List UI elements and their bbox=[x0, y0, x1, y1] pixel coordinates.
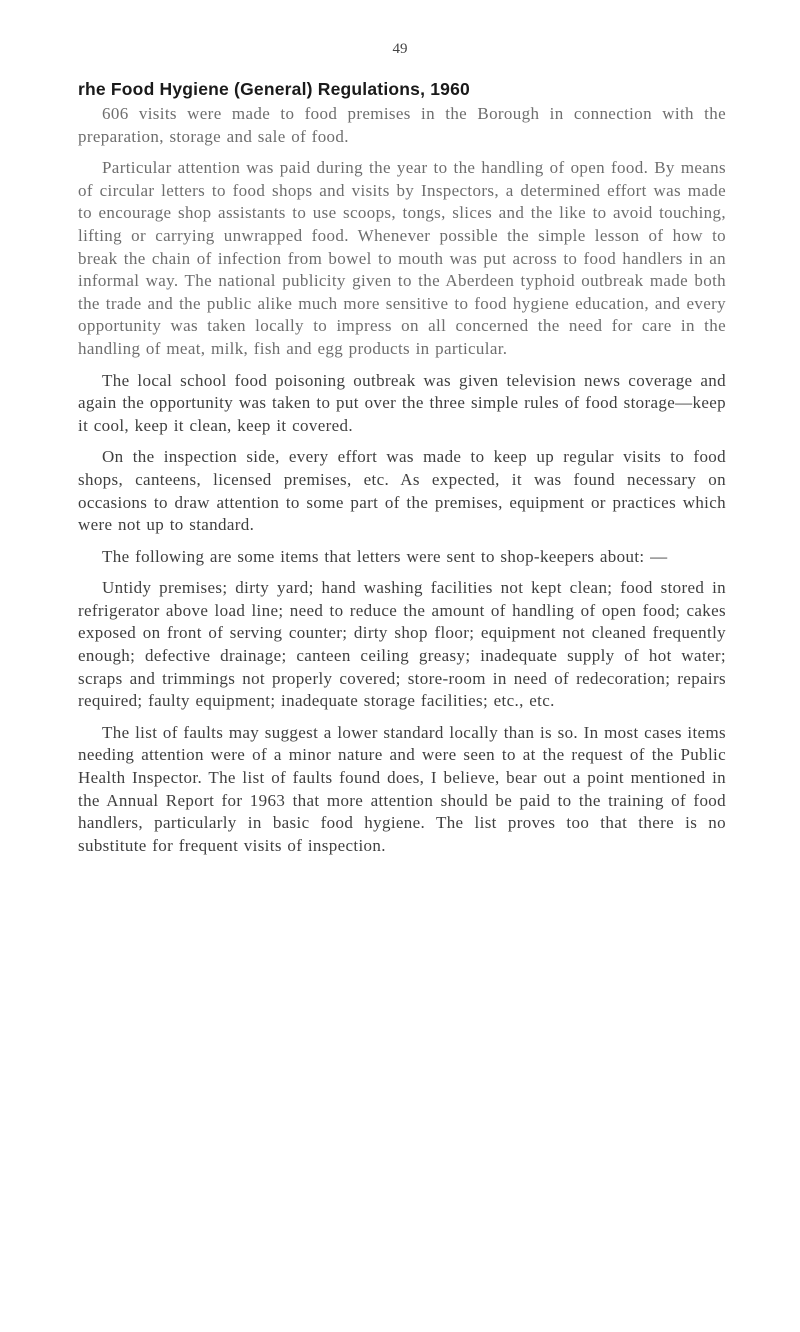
paragraph-school-outbreak: The local school food poisoning outbreak was given television news coverage and again the opportunity was taken to put over the three simple rules of food storage—keep it cool, keep it clean, keep it covered. bbox=[78, 370, 726, 435]
paragraph-open-food-handling: Particular attention was paid during the year to the handling of open food. By means of circular letters to food shops and visits by Inspectors, a determined effort was made to encourage shop assistants to use scoops, tongs, slices and the like to avoid touching, lifting or carrying unwrapped food. Whenever possible the simple lesson of how to break the chain of infection from bowel to mouth was put across to food handlers in an informal way. The national publicity given to the Aberdeen typhoid outbreak made both the trade and the public alike much more sensitive to food hygiene education, and every opportunity was taken locally to impress on all concerned the need for care in the handling of meat, milk, fish and egg products in particular. bbox=[78, 158, 726, 358]
section-heading: rhe Food Hygiene (General) Regulations, 1960 bbox=[78, 79, 470, 99]
page-number: 49 bbox=[392, 41, 408, 57]
paragraph-conclusion: The list of faults may suggest a lower standard locally than is so. In most cases items needing attention were of a minor nature and were seen to at the request of the Public Health Inspector. The list of faults found does, I believe, bear out a point mentioned in the Annual Report for 1963 that more attention should be paid to the training of food handlers, particularly in basic food hygiene. The list proves too that there is no substitute for frequent visits of inspection. bbox=[78, 722, 726, 855]
paragraph-faults-list: Untidy premises; dirty yard; hand washing facilities not kept clean; food stored in refrigerator above load line; need to reduce the amount of handling of open food; cakes exposed on front of serving counter; dirty shop floor; equipment not cleaned frequently enough; defective drainage; canteen ceiling greasy; inadequate supply of hot water; scraps and trimmings not properly covered; store-room in need of redecoration; repairs required; faulty equipment; inadequate storage facilities; etc., etc. bbox=[78, 578, 726, 711]
paragraph-inspection-side: On the inspection side, every effort was made to keep up regular visits to food shops, canteens, licensed premises, etc. As expected, it was found necessary on occasions to draw attention to some part of the premises, equipment or practices which were not up to standard. bbox=[78, 447, 726, 535]
paragraph-letters-intro: The following are some items that letters were sent to shop-keepers about: — bbox=[102, 546, 668, 566]
paragraph-visits: 606 visits were made to food premises in the Borough in connection with the preparation, storage and sale of food. bbox=[78, 104, 726, 146]
document-body bbox=[78, 103, 726, 866]
